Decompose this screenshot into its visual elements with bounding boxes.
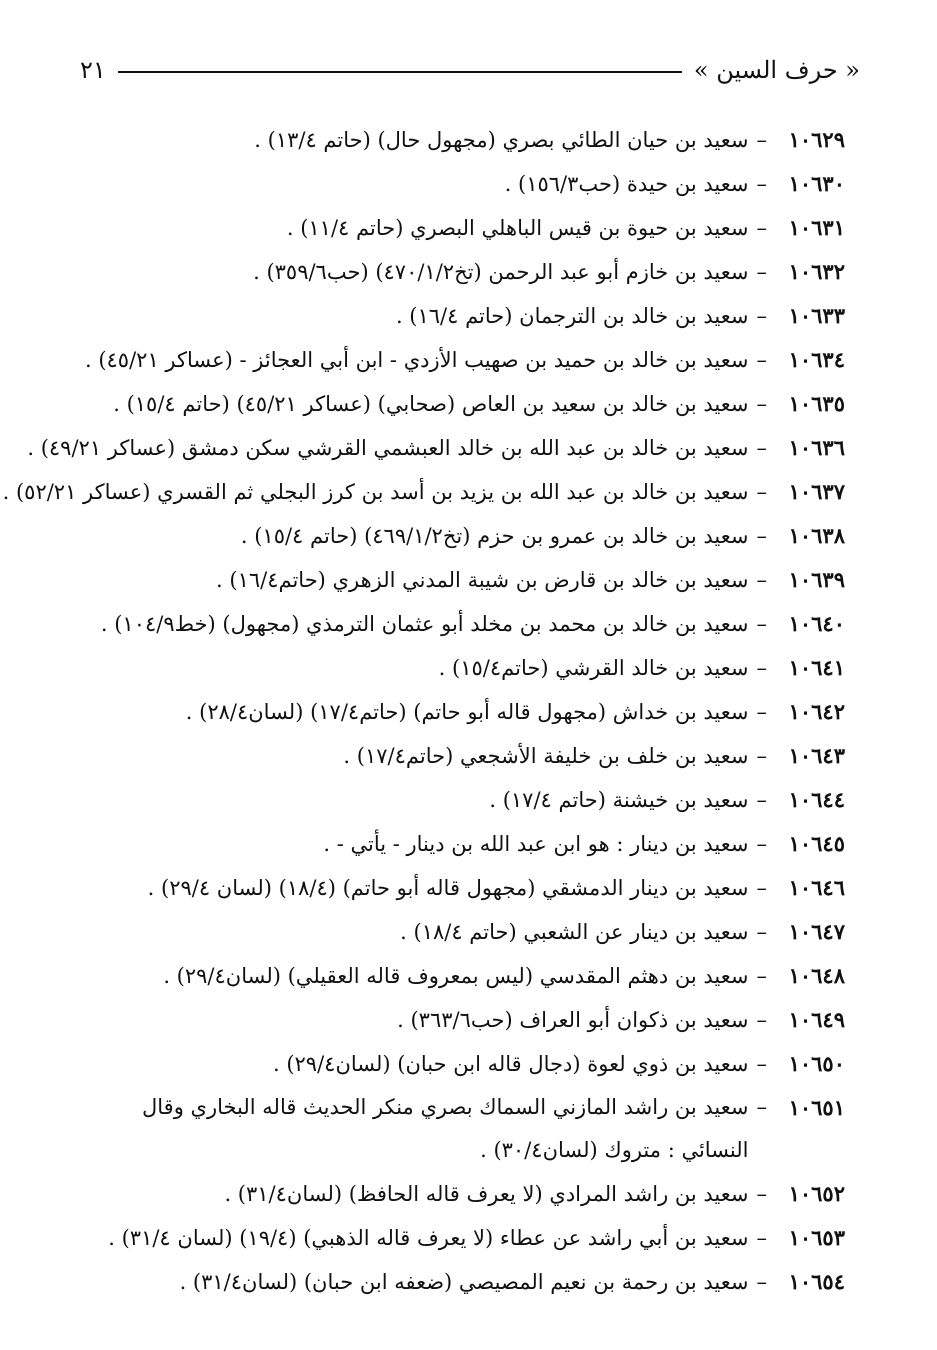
entry-separator: – xyxy=(756,920,767,944)
entry-separator: – xyxy=(756,964,767,988)
entry-row xyxy=(75,162,845,206)
entry-separator: – xyxy=(756,1226,767,1250)
entry-row xyxy=(75,646,845,690)
entry-text: سعيد بن ذكوان أبو العراف (حب٣٦٣/٦) . xyxy=(397,1008,749,1032)
entry-row xyxy=(75,602,845,646)
entry-text: سعيد بن دينار الدمشقي (مجهول قاله أبو حاتم) (١٨/٤) (لسان ٢٩/٤) . xyxy=(147,876,749,900)
entry-text: سعيد بن خالد بن حميد بن صهيب الأزدي - ابن أبي العجائز - (عساكر ٤٥/٢١) . xyxy=(84,348,749,372)
entry-row xyxy=(75,998,845,1042)
page-number: ٢١ xyxy=(80,56,106,84)
entry-number: ١٠٦٥٢ xyxy=(788,1181,845,1206)
entry-row xyxy=(75,206,845,250)
entry-row xyxy=(75,338,845,382)
entry-separator: – xyxy=(756,744,767,768)
entry-number: ١٠٦٥٤ xyxy=(788,1269,845,1294)
entry-number: ١٠٦٣٥ xyxy=(788,391,845,416)
entry-separator: – xyxy=(756,172,767,196)
entry-row xyxy=(75,1086,845,1172)
entry-row xyxy=(75,1172,845,1216)
entry-number: ١٠٦٤٢ xyxy=(788,699,845,724)
entry-text: سعيد بن دينار عن الشعبي (حاتم ١٨/٤) . xyxy=(400,920,749,944)
entry-row xyxy=(75,294,845,338)
entry-number: ١٠٦٣٠ xyxy=(788,171,845,196)
entry-number: ١٠٦٣٨ xyxy=(788,523,845,548)
entry-text: سعيد بن خيشنة (حاتم ١٧/٤) . xyxy=(489,788,749,812)
entry-text: سعيد بن دهثم المقدسي (ليس بمعروف قاله العقيلي) (لسان٢٩/٤) . xyxy=(163,964,749,988)
entry-text: سعيد بن خالد بن عمرو بن حزم (تخ٤٦٩/١/٢) (حاتم ١٥/٤) . xyxy=(240,524,749,548)
entry-text: سعيد بن حيان الطائي بصري (مجهول حال) (حاتم ١٣/٤) . xyxy=(254,128,749,152)
entry-separator: – xyxy=(756,348,767,372)
chapter-title: « حرف السين » xyxy=(693,56,860,84)
entry-text: سعيد بن حيدة (حب١٥٦/٣) . xyxy=(504,172,749,196)
entry-number: ١٠٦٣٦ xyxy=(788,435,845,460)
entry-row xyxy=(75,382,845,426)
entry-number: ١٠٦٥١ xyxy=(788,1095,845,1120)
entry-list xyxy=(2,118,845,1304)
entry-number: ١٠٦٣٣ xyxy=(788,303,845,328)
entry-row xyxy=(75,118,845,162)
entry-row xyxy=(75,778,845,822)
entry-separator: – xyxy=(756,260,767,284)
entry-number: ١٠٦٣٧ xyxy=(788,479,845,504)
entry-separator: – xyxy=(756,1052,767,1076)
entry-row xyxy=(75,954,845,998)
entry-text: سعيد بن راشد المازني السماك بصري منكر الحديث قاله البخاري وقال النسائي : متروك (لسان٣٠/٤) . xyxy=(142,1095,749,1162)
entry-text: سعيد بن خداش (مجهول قاله أبو حاتم) (حاتم١٧/٤) (لسان٢٨/٤) . xyxy=(185,700,749,724)
entry-separator: – xyxy=(756,128,767,152)
entry-text: سعيد بن خالد بن عبد الله بن يزيد بن أسد بن كرز البجلي ثم القسري (عساكر ٥٢/٢١) . xyxy=(2,480,749,504)
entry-number: ١٠٦٤٧ xyxy=(788,919,845,944)
entry-row xyxy=(75,514,845,558)
entry-separator: – xyxy=(756,612,767,636)
entry-row xyxy=(75,558,845,602)
entry-number: ١٠٦٣١ xyxy=(788,215,845,240)
entry-number: ١٠٦٣٢ xyxy=(788,259,845,284)
entry-number: ١٠٦٤٩ xyxy=(788,1007,845,1032)
entry-separator: – xyxy=(756,392,767,416)
entry-text: سعيد بن خالد بن الترجمان (حاتم ١٦/٤) . xyxy=(395,304,749,328)
entry-text: سعيد بن دينار : هو ابن عبد الله بن دينار - يأتي - . xyxy=(323,832,749,856)
entry-separator: – xyxy=(756,568,767,592)
entry-text: سعيد بن خازم أبو عبد الرحمن (تخ٤٧٠/١/٢) (حب٣٥٩/٦) . xyxy=(253,260,749,284)
entry-number: ١٠٦٤٣ xyxy=(788,743,845,768)
entry-row xyxy=(75,822,845,866)
entry-number: ١٠٦٤٨ xyxy=(788,963,845,988)
entry-row xyxy=(75,250,845,294)
entry-row xyxy=(75,1216,845,1260)
entry-separator: – xyxy=(756,480,767,504)
entry-text: سعيد بن رحمة بن نعيم المصيصي (ضعفه ابن حبان) (لسان٣١/٤) . xyxy=(179,1270,749,1294)
entry-row xyxy=(75,1260,845,1304)
entry-separator: – xyxy=(756,876,767,900)
entry-separator: – xyxy=(756,304,767,328)
entry-separator: – xyxy=(756,436,767,460)
entry-text: سعيد بن حيوة بن قيس الباهلي البصري (حاتم ١١/٤) . xyxy=(286,216,749,240)
entry-separator: – xyxy=(756,1270,767,1294)
entry-row xyxy=(75,734,845,778)
entry-separator: – xyxy=(756,524,767,548)
entry-number: ١٠٦٥٠ xyxy=(788,1051,845,1076)
entry-separator: – xyxy=(756,1008,767,1032)
entry-separator: – xyxy=(756,656,767,680)
entry-separator: – xyxy=(756,788,767,812)
entry-number: ١٠٦٥٣ xyxy=(788,1225,845,1250)
entry-separator: – xyxy=(756,1182,767,1206)
entry-row xyxy=(27,426,845,470)
entry-separator: – xyxy=(756,216,767,240)
entry-text: سعيد بن خالد بن سعيد بن العاص (صحابي) (عساكر ٤٥/٢١) (حاتم ١٥/٤) . xyxy=(113,392,749,416)
entry-text: سعيد بن خالد بن قارض بن شيبة المدني الزهري (حاتم١٦/٤) . xyxy=(216,568,749,592)
entry-text: سعيد بن راشد المرادي (لا يعرف قاله الحافظ) (لسان٣١/٤) . xyxy=(224,1182,749,1206)
entry-row xyxy=(2,470,845,514)
entry-row xyxy=(75,1042,845,1086)
entry-number: ١٠٦٤٦ xyxy=(788,875,845,900)
entry-separator: – xyxy=(756,700,767,724)
header-rule xyxy=(118,71,682,73)
entry-text: سعيد بن خلف بن خليفة الأشجعي (حاتم١٧/٤) . xyxy=(343,744,749,768)
entry-separator: – xyxy=(756,832,767,856)
entry-number: ١٠٦٤٤ xyxy=(788,787,845,812)
entry-text: سعيد بن خالد القرشي (حاتم١٥/٤) . xyxy=(438,656,749,680)
entry-row xyxy=(75,690,845,734)
entry-number: ١٠٦٣٩ xyxy=(788,567,845,592)
entry-text: سعيد بن خالد بن عبد الله بن خالد العبشمي القرشي سكن دمشق (عساكر ٤٩/٢١) . xyxy=(27,436,749,460)
entry-number: ١٠٦٤١ xyxy=(788,655,845,680)
entry-number: ١٠٦٢٩ xyxy=(788,127,845,152)
page-header xyxy=(80,50,860,90)
entry-row xyxy=(75,910,845,954)
entry-number: ١٠٦٣٤ xyxy=(788,347,845,372)
entry-text: سعيد بن أبي راشد عن عطاء (لا يعرف قاله الذهبي) (١٩/٤) (لسان ٣١/٤) . xyxy=(108,1226,749,1250)
entry-row xyxy=(75,866,845,910)
entry-number: ١٠٦٤٠ xyxy=(788,611,845,636)
entry-text: سعيد بن خالد بن محمد بن مخلد أبو عثمان الترمذي (مجهول) (خط١٠٤/٩) . xyxy=(100,612,749,636)
entry-separator: – xyxy=(756,1095,767,1119)
entry-text: سعيد بن ذوي لعوة (دجال قاله ابن حبان) (لسان٢٩/٤) . xyxy=(272,1052,749,1076)
entry-number: ١٠٦٤٥ xyxy=(788,831,845,856)
